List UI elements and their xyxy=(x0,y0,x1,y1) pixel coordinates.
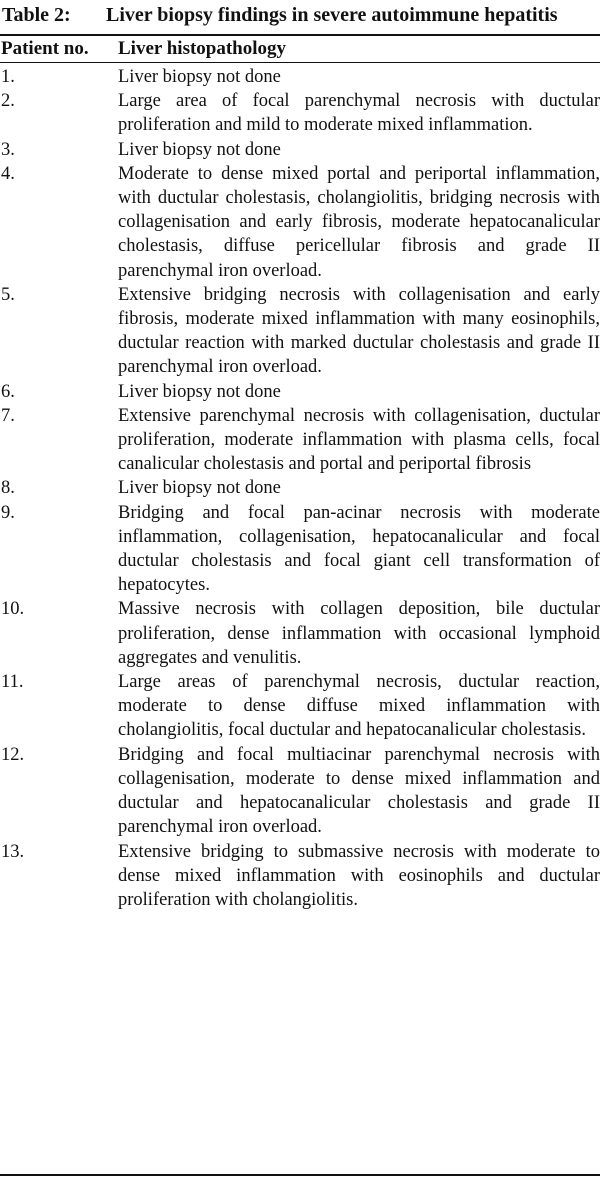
table-row xyxy=(0,89,600,137)
table-row xyxy=(0,404,600,477)
table-row xyxy=(0,840,600,913)
table-caption xyxy=(0,2,600,28)
table-row xyxy=(0,670,600,743)
patient-number: 8. xyxy=(1,478,15,499)
table-body xyxy=(0,65,600,912)
histopathology-text: Extensive bridging to submassive necrosis with moderate to dense mixed inflammation with eosinophils and ductular proliferation with cholangiolitis. xyxy=(118,841,600,910)
table-row xyxy=(0,380,600,404)
histopathology-text: Large areas of parenchymal necrosis, ductular reaction, moderate to dense diffuse mixed inflammation with cholangiolitis, focal ductular and hepatocanalicular cholestasis. xyxy=(118,672,600,741)
histopathology-text: Liver biopsy not done xyxy=(118,478,281,499)
table-title: Liver biopsy findings in severe autoimmune hepatitis xyxy=(106,4,558,26)
histopathology-text: Liver biopsy not done xyxy=(118,67,281,87)
histopathology-text: Moderate to dense mixed portal and periportal inflammation, with ductular cholestasis, cholangiolitis, bridging necrosis with collagenisation and early fibrosis, moderate hepatocanalicular cholestasis, diffuse pericellular fibrosis and grade II parenchymal iron overload. xyxy=(118,163,600,281)
table-bottom-rule xyxy=(0,1174,600,1176)
histopathology-text: Extensive bridging necrosis with collagenisation and early fibrosis, moderate mixed inflammation with many eosinophils, ductular reaction with marked ductular cholestasis and grade II parenchymal iron overload. xyxy=(118,284,600,378)
patient-number: 6. xyxy=(1,381,15,402)
histopathology-text: Bridging and focal multiacinar parenchymal necrosis with collagenisation, moderate to dense mixed inflammation and ductular and hepatocanalicular cholestasis and grade II parenchymal iron overload. xyxy=(118,744,600,838)
patient-number: 10. xyxy=(1,599,25,620)
table-row xyxy=(0,138,600,162)
histopathology-text: Large area of focal parenchymal necrosis with ductular proliferation and mild to moderate mixed inflammation. xyxy=(118,91,600,136)
patient-number: 12. xyxy=(1,744,25,765)
histopathology-text: Liver biopsy not done xyxy=(118,139,281,160)
patient-number: 13. xyxy=(1,841,25,862)
patient-number: 4. xyxy=(1,163,15,184)
table-row xyxy=(0,283,600,380)
table-row xyxy=(0,501,600,598)
histopathology-text: Extensive parenchymal necrosis with collagenisation, ductular proliferation, moderate inflammation with plasma cells, focal canalicular cholestasis and portal and periportal fibrosis xyxy=(118,405,600,475)
table-row xyxy=(0,597,600,670)
table-header-row xyxy=(0,36,600,62)
column-header-patient: Patient no. xyxy=(1,38,89,59)
histopathology-text: Bridging and focal pan-acinar necrosis with moderate inflammation, collagenisation, hepatocanalicular and focal ductular cholestasis and focal giant cell transformation of hepatocytes. xyxy=(118,502,600,596)
patient-number: 11. xyxy=(1,672,24,693)
patient-number: 3. xyxy=(1,139,15,160)
column-header-histopathology: Liver histopathology xyxy=(118,38,287,59)
table-row xyxy=(0,743,600,840)
patient-number: 1. xyxy=(1,67,15,87)
table-header-rule xyxy=(0,62,600,63)
histopathology-text: Liver biopsy not done xyxy=(118,381,281,402)
table-row xyxy=(0,65,600,89)
table-row xyxy=(0,162,600,283)
histopathology-text: Massive necrosis with collagen deposition, bile ductular proliferation, dense inflammation with occasional lymphoid aggregates and venulitis. xyxy=(118,599,600,668)
table-row xyxy=(0,476,600,500)
patient-number: 5. xyxy=(1,284,15,305)
patient-number: 2. xyxy=(1,91,15,112)
table-label: Table 2: xyxy=(2,4,71,26)
patient-number: 7. xyxy=(1,405,15,426)
patient-number: 9. xyxy=(1,502,15,523)
